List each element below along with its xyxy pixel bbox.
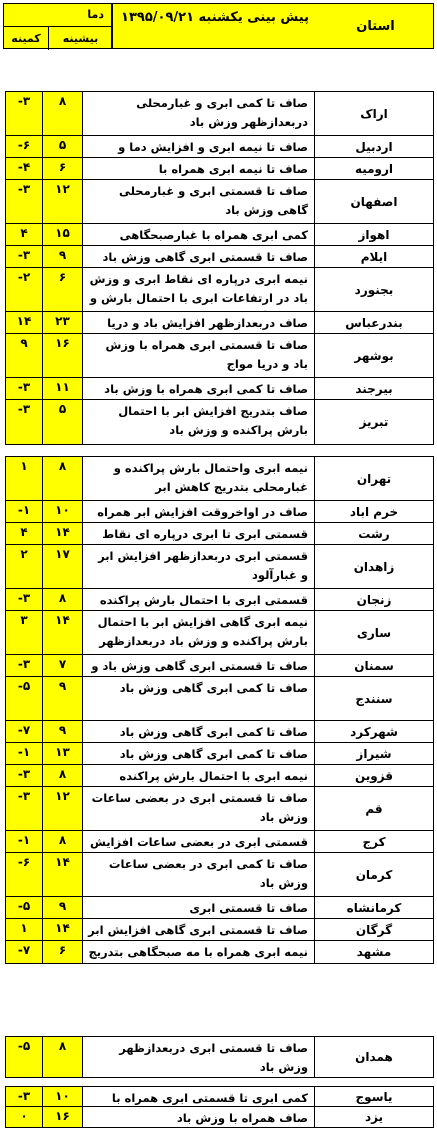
max-temp: ۱۴	[43, 611, 83, 654]
table-row	[6, 787, 433, 831]
header-temp-label: دما	[87, 8, 104, 21]
min-temp: ۴	[6, 523, 43, 544]
max-temp: ۸	[43, 765, 83, 786]
forecast-text: صاف تا قسمتی ابری و غبارمحلی گاهی وزش باد	[83, 180, 315, 223]
min-temp: ۴	[6, 224, 43, 245]
min-temp: -۵	[6, 897, 43, 918]
table-row	[6, 1087, 433, 1107]
forecast-text: قسمتی ابری با احتمال بارش پراکنده	[83, 589, 315, 610]
max-temp: ۲۳	[43, 312, 83, 333]
table-row	[6, 457, 433, 501]
min-temp: -۱	[6, 831, 43, 852]
forecast-text: صاف همراه با وزش باد	[83, 1107, 315, 1127]
table-row	[6, 136, 433, 158]
city-name: بیرجند	[355, 381, 393, 396]
city-name: بندرعباس	[345, 315, 403, 330]
table-row	[6, 589, 433, 611]
city-name: ساری	[356, 625, 392, 640]
min-temp: -۳	[6, 655, 43, 676]
forecast-text: صاف تا کمی ابری گاهی وزش باد	[83, 677, 315, 720]
city-name: همدان	[355, 1050, 393, 1064]
min-temp: -۷	[6, 941, 43, 963]
max-temp: ۸	[43, 831, 83, 852]
table-row	[6, 677, 433, 721]
forecast-text: نیمه ابری همراه با مه صبحگاهی بتدریج	[83, 941, 315, 963]
table-row	[6, 919, 433, 941]
min-temp: -۵	[6, 677, 43, 720]
forecast-text: صاف تا کمی ابری گاهی وزش باد	[83, 743, 315, 764]
max-temp: ۱۲	[43, 787, 83, 830]
max-temp: ۱۴	[43, 853, 83, 896]
forecast-text: صاف تا کمی ابری و غبارمحلی دربعدازظهر وزش باد	[83, 92, 315, 135]
header-max-label: بیشینه	[48, 26, 112, 50]
city-name: قم	[365, 801, 383, 816]
forecast-text: صاف تا کمی ابری در بعضی ساعات وزش باد	[83, 853, 315, 896]
max-temp: ۱۶	[43, 334, 83, 377]
forecast-text: صاف تا کمی ابری گاهی وزش باد	[83, 721, 315, 742]
forecast-text: صاف دربعدازظهر افزایش باد و دریا	[83, 312, 315, 333]
min-temp: -۳	[6, 765, 43, 786]
header-min-label: کمینه	[4, 26, 48, 50]
table-row	[6, 721, 433, 743]
min-temp: ۱۴	[6, 312, 43, 333]
max-temp: ۱۴	[43, 523, 83, 544]
table-row	[6, 941, 433, 963]
min-temp: ۳	[6, 611, 43, 654]
city-name: گرگان	[355, 922, 393, 937]
table-row	[6, 1037, 433, 1077]
max-temp: ۹	[43, 246, 83, 267]
min-temp: ۲	[6, 545, 43, 588]
forecast-text: نیمه ابری درپاره ای نقاط ابری و وزش باد در ارتفاعات ابری با احتمال بارش و	[83, 268, 315, 311]
forecast-text: قسمتی ابری دربعدازظهر افزایش ابر و غبارآلود	[83, 545, 315, 588]
city-name: کرج	[362, 834, 386, 849]
table-row	[6, 312, 433, 334]
min-temp: -۳	[6, 400, 43, 444]
table-group	[5, 91, 434, 445]
table-row	[6, 831, 433, 853]
table-group	[5, 1086, 434, 1128]
max-temp: ۹	[43, 677, 83, 720]
city-name: تهران	[356, 471, 392, 486]
max-temp: ۵	[43, 400, 83, 444]
forecast-text: کمی ابری تا قسمتی ابری همراه با	[83, 1087, 315, 1106]
table-row	[6, 378, 433, 400]
min-temp: -۱	[6, 743, 43, 764]
city-name: ارومیه	[354, 161, 394, 176]
min-temp: -۴	[6, 158, 43, 179]
table-row	[6, 268, 433, 312]
table-row	[6, 523, 433, 545]
max-temp: ۸	[43, 457, 83, 500]
max-temp: ۹	[43, 721, 83, 742]
forecast-text: صاف تا کمی ابری همراه با وزش باد	[83, 378, 315, 399]
max-temp: ۸	[43, 589, 83, 610]
city-name: کرمانشاه	[346, 900, 402, 915]
forecast-text: صاف تا نیمه ابری همراه با	[83, 158, 315, 179]
table-row	[6, 400, 433, 444]
max-temp: ۷	[43, 655, 83, 676]
city-name: کرمان	[355, 867, 393, 882]
max-temp: ۱۵	[43, 224, 83, 245]
forecast-text: صاف تا قسمتی ابری گاهی وزش باد و	[83, 655, 315, 676]
city-name: یاسوج	[355, 1089, 393, 1104]
table-group	[5, 456, 434, 964]
forecast-text: صاف تا قسمتی ابری همراه با وزش باد و دریا مواج	[83, 334, 315, 377]
max-temp: ۹	[43, 897, 83, 918]
max-temp: ۱۰	[43, 501, 83, 522]
max-temp: ۵	[43, 136, 83, 157]
header-province: استان	[356, 18, 395, 34]
max-temp: ۶	[43, 158, 83, 179]
table-row	[6, 92, 433, 136]
city-name: خرم اباد	[349, 504, 399, 519]
min-temp: -۶	[6, 853, 43, 896]
table-row	[6, 334, 433, 378]
table-row	[6, 501, 433, 523]
min-temp: -۳	[6, 378, 43, 399]
city-name: تبریز	[359, 415, 389, 429]
city-name: زاهدان	[353, 559, 395, 574]
min-temp: -۷	[6, 721, 43, 742]
min-temp: ۱	[6, 919, 43, 940]
table-row	[6, 611, 433, 655]
table-row	[6, 158, 433, 180]
min-temp: -۳	[6, 92, 43, 135]
max-temp: ۱۶	[43, 1107, 83, 1127]
forecast-text: نیمه ابری گاهی افزایش ابر با احتمال بارش پراکنده و وزش باد دربعدازظهر	[83, 611, 315, 654]
city-name: سنندج	[355, 691, 393, 706]
table-row	[6, 224, 433, 246]
table-row	[6, 545, 433, 589]
max-temp: ۶	[43, 268, 83, 311]
city-name: شهرکرد	[350, 724, 398, 739]
city-name: یزد	[364, 1110, 384, 1124]
table-row	[6, 853, 433, 897]
city-name: مشهد	[356, 945, 392, 959]
city-name: اهواز	[358, 227, 390, 242]
min-temp: ۰	[6, 1107, 43, 1127]
table-row	[6, 180, 433, 224]
min-temp: -۳	[6, 180, 43, 223]
max-temp: ۸	[43, 1037, 83, 1077]
forecast-text: صاف تا نیمه ابری و افزایش دما و	[83, 136, 315, 157]
forecast-text: نیمه ابری واحتمال بارش پراکنده و غبارمحلی بتدریج کاهش ابر	[83, 457, 315, 500]
min-temp: ۹	[6, 334, 43, 377]
min-temp: -۲	[6, 268, 43, 311]
table-row	[6, 743, 433, 765]
city-name: زنجان	[356, 592, 392, 607]
max-temp: ۱۱	[43, 378, 83, 399]
table-row	[6, 655, 433, 677]
header-temperature	[4, 4, 113, 48]
forecast-text: صاف تا قسمتی ابری گاهی وزش باد	[83, 246, 315, 267]
min-temp: -۳	[6, 246, 43, 267]
min-temp: -۵	[6, 1037, 43, 1077]
min-temp: -۳	[6, 787, 43, 830]
forecast-text: قسمتی ابری در بعضی ساعات افزایش	[83, 831, 315, 852]
forecast-text: صاف تا قسمتی ابری	[83, 897, 315, 918]
header-forecast-title: پیش بینی یکشنبه ۱۳۹۵/۰۹/۲۱	[111, 4, 318, 48]
table-header	[3, 3, 434, 49]
table-row	[6, 897, 433, 919]
city-name: قزوین	[354, 768, 394, 783]
min-temp: -۱	[6, 501, 43, 522]
forecast-text: نیمه ابری با احتمال بارش پراکنده	[83, 765, 315, 786]
table-row	[6, 246, 433, 268]
table-group	[5, 1036, 434, 1078]
city-name: سمنان	[354, 658, 394, 673]
forecast-text: صاف تا قسمتی ابری دربعدازظهر وزش باد	[83, 1037, 315, 1077]
city-name: اردبیل	[355, 139, 393, 154]
min-temp: -۳	[6, 1087, 43, 1106]
min-temp: -۶	[6, 136, 43, 157]
forecast-text: قسمتی ابری تا ابری درپاره ای نقاط	[83, 523, 315, 544]
city-name: اصفهان	[350, 194, 398, 209]
max-temp: ۱۷	[43, 545, 83, 588]
forecast-text: کمی ابری همراه با غبارصبحگاهی	[83, 224, 315, 245]
min-temp: ۱	[6, 457, 43, 500]
max-temp: ۱۰	[43, 1087, 83, 1106]
table-row	[6, 1107, 433, 1127]
max-temp: ۱۴	[43, 919, 83, 940]
max-temp: ۸	[43, 92, 83, 135]
forecast-text: صاف در اواخروقت افزایش ابر همراه	[83, 501, 315, 522]
city-name: ایلام	[360, 249, 388, 264]
city-name: شیراز	[356, 746, 392, 761]
city-name: بوشهر	[354, 348, 394, 363]
max-temp: ۱۲	[43, 180, 83, 223]
min-temp: -۳	[6, 589, 43, 610]
table-row	[6, 765, 433, 787]
city-name: بجنورد	[354, 282, 394, 297]
max-temp: ۱۳	[43, 743, 83, 764]
forecast-text: صاف تا قسمتی ابری گاهی افزایش ابر	[83, 919, 315, 940]
city-name: رشت	[358, 526, 390, 541]
forecast-text: صاف بتدریج افزایش ابر با احتمال بارش پراکنده و وزش باد	[83, 400, 315, 444]
max-temp: ۶	[43, 941, 83, 963]
forecast-text: صاف تا قسمتی ابری در بعضی ساعات وزش باد	[83, 787, 315, 830]
city-name: اراک	[360, 106, 388, 121]
